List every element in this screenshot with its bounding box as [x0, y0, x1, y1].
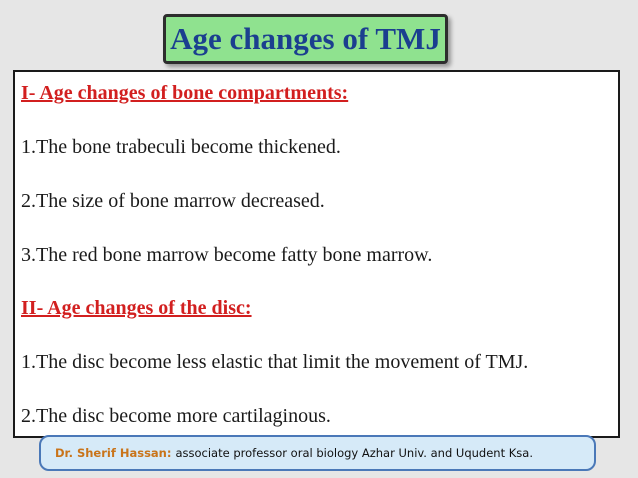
- bone-change-item-3: 3.The red bone marrow become fatty bone marrow.: [21, 244, 433, 266]
- footer-credit: [39, 435, 596, 471]
- disc-change-item-2: 2.The disc become more cartilaginous.: [21, 405, 331, 427]
- title-banner: [163, 14, 448, 64]
- section-heading-bone: I- Age changes of bone compartments:: [21, 82, 349, 104]
- bone-change-item-1: 1.The bone trabeculi become thickened.: [21, 136, 341, 158]
- slide-title: Age changes of TMJ: [170, 21, 441, 56]
- disc-change-item-1: 1.The disc become less elastic that limit the movement of TMJ.: [21, 351, 529, 373]
- content-panel: [13, 70, 620, 438]
- author-affiliation: associate professor oral biology Azhar Univ. and Uqudent Ksa.: [175, 446, 533, 460]
- bone-change-item-2: 2.The size of bone marrow decreased.: [21, 190, 325, 212]
- author-name: Dr. Sherif Hassan:: [55, 446, 172, 460]
- section-heading-disc: II- Age changes of the disc:: [21, 297, 252, 319]
